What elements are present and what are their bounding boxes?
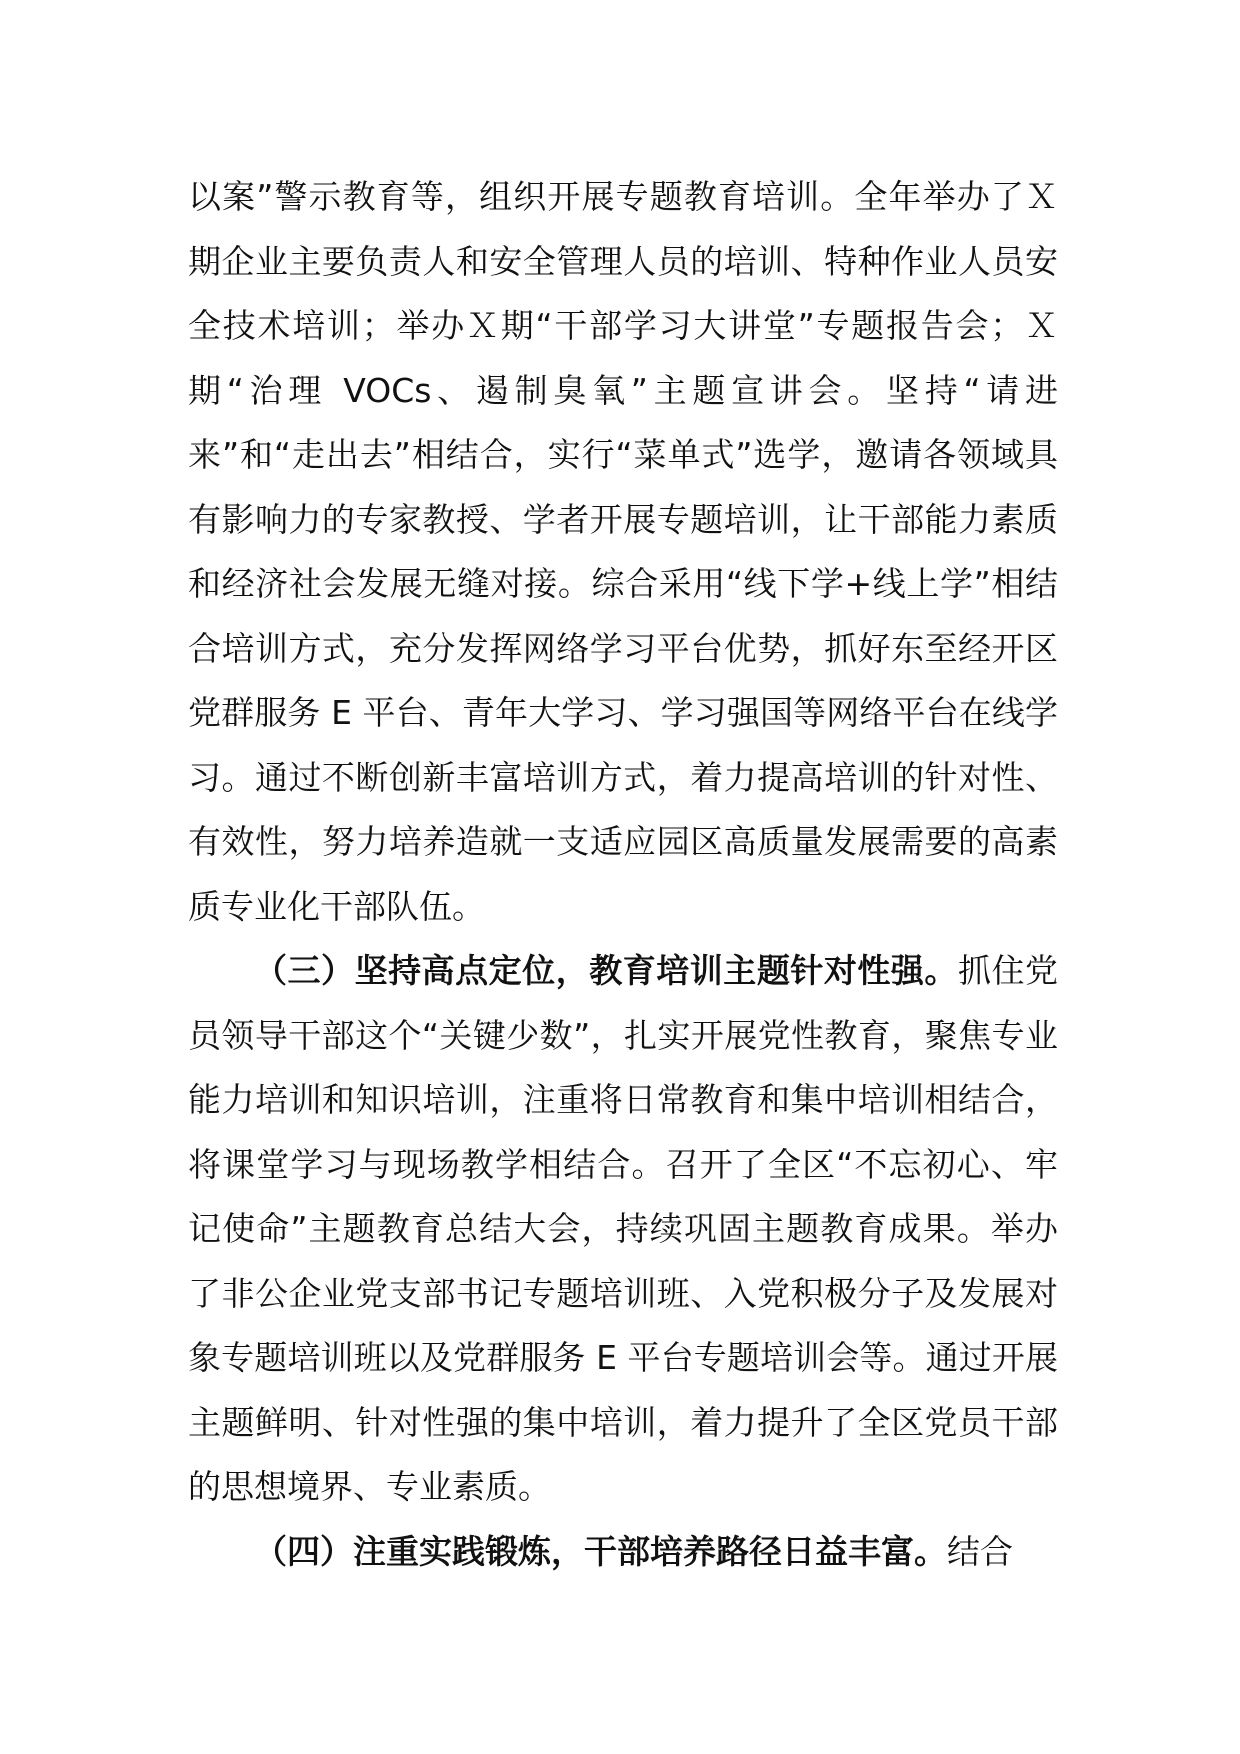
paragraph-body: 结合 (947, 1531, 1013, 1571)
section-heading: （三）坚持高点定位，教育培训主题针对性强。 (254, 951, 958, 990)
paragraph-section-3 (188, 939, 1058, 1520)
paragraph-body: 以案”警示教育等，组织开展专题教育培训。全年举办了Ｘ期企业主要负责人和安全管理人员的培训、特种作业人员安全技术培训；举办Ｘ期“干部学习大讲堂”专题报告会；Ｘ期“治理 VOCs、遏制臭氧”主题宣讲会。坚持“请进来”和“走出去”相结合，实行“菜单式”选学，邀请各领域具有影响力的专家教授、学者开展专题培训，让干部能力素质和经济社会发展无缝对接。综合采用“线下学+线上学”相结合培训方式，充分发挥网络学习平台优势，抓好东至经开区党群服务 E 平台、青年大学习、学习强国等网络平台在线学习。通过不断创新丰富培训方式，着力提高培训的针对性、有效性，努力培养造就一支适应园区高质量发展需要的高素质专业化干部队伍。 (188, 177, 1058, 926)
paragraph-body: 抓住党员领导干部这个“关键少数”，扎实开展党性教育，聚焦专业能力培训和知识培训，注重将日常教育和集中培训相结合，将课堂学习与现场教学相结合。召开了全区“不忘初心、牢记使命”主题教育总结大会，持续巩固主题教育成果。举办了非公企业党支部书记专题培训班、入党积极分子及发展对象专题培训班以及党群服务 E 平台专题培训会等。通过开展主题鲜明、针对性强的集中培训，着力提升了全区党员干部的思想境界、专业素质。 (188, 951, 1059, 1506)
paragraph-section-4 (188, 1520, 1058, 1585)
section-heading: （四）注重实践锻炼，干部培养路径日益丰富。 (254, 1531, 947, 1571)
paragraph-continuation (188, 165, 1058, 939)
document-page (188, 165, 1058, 1584)
